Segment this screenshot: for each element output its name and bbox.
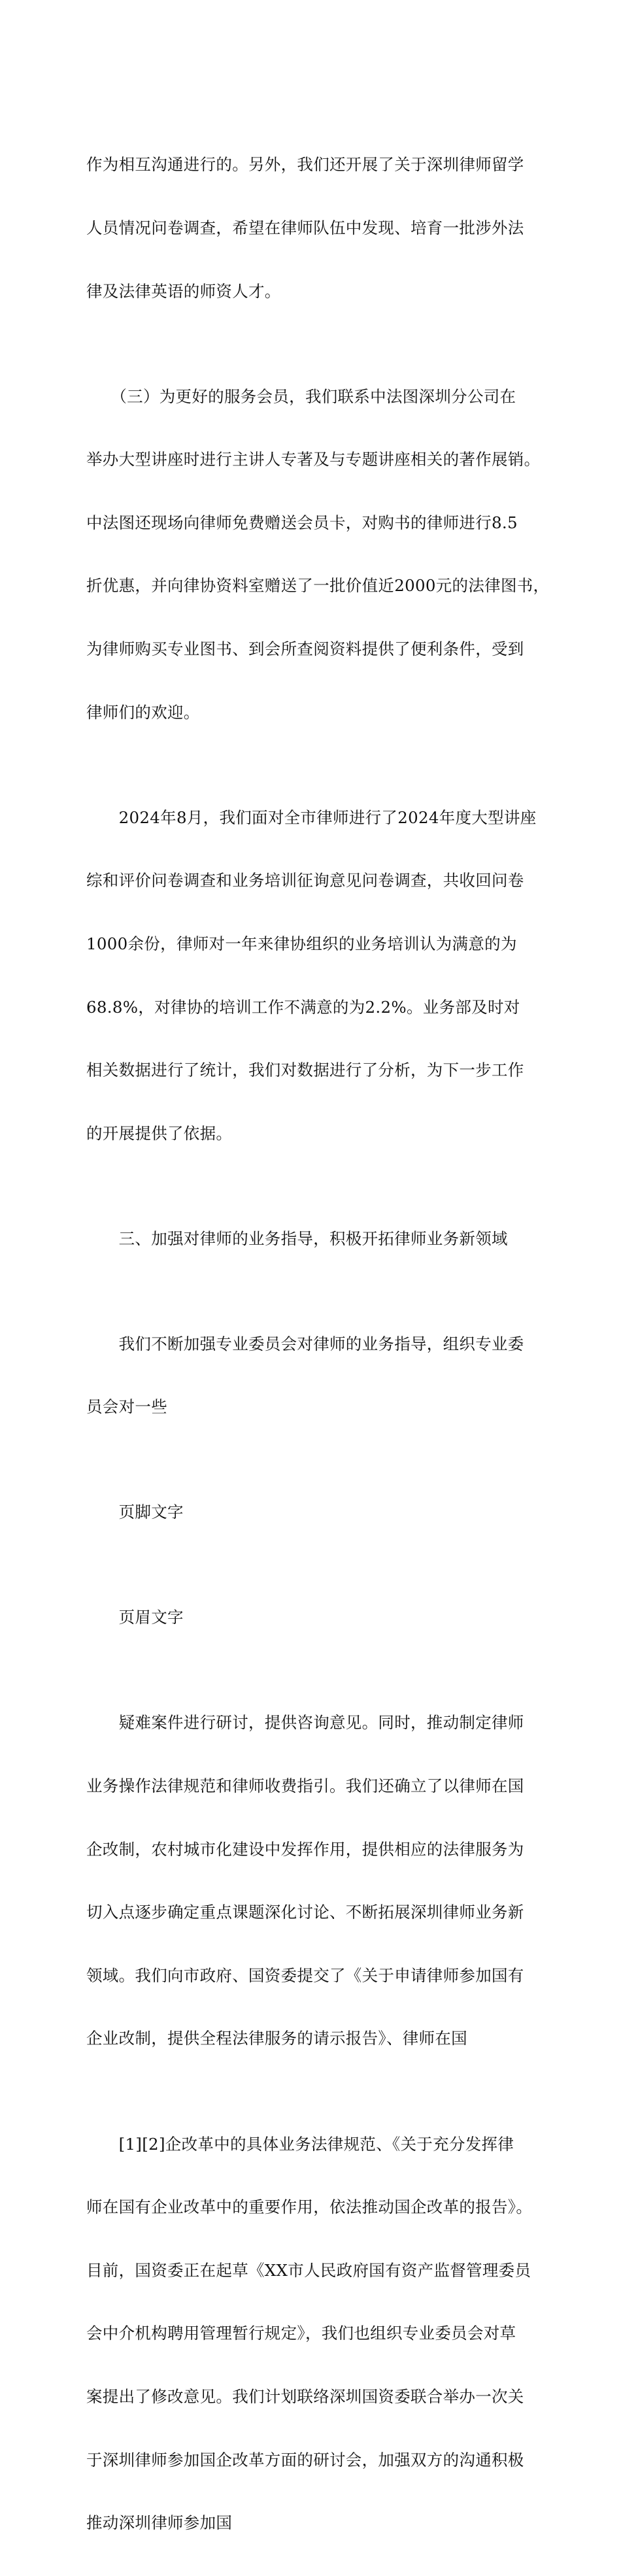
text-line: 案提出了修改意见。我们计划联络深圳国资委联合举办一次关 bbox=[86, 2386, 524, 2406]
text-line: 会中介机构聘用管理暂行规定》，我们也组织专业委员会对草 bbox=[86, 2324, 516, 2343]
text-line: 综和评价问卷调查和业务培训征询意见问卷调查，共收回问卷 bbox=[86, 871, 524, 890]
text-line: 68.8%，对律协的培训工作不满意的为2.2%。业务部及时对 bbox=[86, 997, 520, 1017]
text-line: 切入点逐步确定重点课题深化讨论、不断拓展深圳律师业务新 bbox=[86, 1903, 524, 1922]
text-line: 的开展提供了依据。 bbox=[86, 1123, 233, 1143]
paragraph-guidance bbox=[86, 1291, 557, 1460]
paragraph-soe-reform bbox=[86, 2092, 557, 2576]
text-line: 疑难案件进行研讨，提供咨询意见。同时，推动制定律师 bbox=[86, 1713, 524, 1733]
text-line: 企业改制，提供全程法律服务的请示报告》、律师在国 bbox=[86, 2029, 467, 2048]
text-line: 师在国有企业改革中的重要作用，依法推动国企改革的报告》。 bbox=[86, 2197, 533, 2217]
text-line: 目前，国资委正在起草《XX市人民政府国有资产监督管理委员 bbox=[86, 2260, 531, 2280]
text-line: 页脚文字 bbox=[86, 1502, 184, 1522]
text-line: 2024年8月，我们面对全市律师进行了2024年度大型讲座 bbox=[86, 807, 537, 827]
header-text bbox=[86, 1565, 557, 1670]
text-line: 业务操作法律规范和律师收费指引。我们还确立了以律师在国 bbox=[86, 1776, 524, 1796]
text-line: 折优惠，并向律协资料室赠送了一批价值近2000元的法律图书， bbox=[86, 576, 550, 596]
text-line: 律及法律英语的师资人才。 bbox=[86, 281, 281, 301]
text-line: 举办大型讲座时进行主讲人专著及与专题讲座相关的著作展销。 bbox=[86, 450, 541, 469]
text-line: 作为相互沟通进行的。另外，我们还开展了关于深圳律师留学 bbox=[86, 155, 524, 175]
text-line: 领域。我们向市政府、国资委提交了《关于申请律师参加国有 bbox=[86, 1965, 524, 1985]
section-heading bbox=[86, 1186, 557, 1291]
text-line: 页眉文字 bbox=[86, 1608, 184, 1627]
document-body bbox=[86, 112, 557, 2576]
text-line: 中法图还现场向律师免费赠送会员卡，对购书的律师进行8.5 bbox=[86, 513, 518, 532]
footer-text bbox=[86, 1460, 557, 1565]
text-line: 律师们的欢迎。 bbox=[86, 702, 200, 722]
paragraph-survey-note bbox=[86, 112, 557, 344]
text-line: 为律师购买专业图书、到会所查阅资料提供了便利条件，受到 bbox=[86, 639, 524, 659]
paragraph-questionnaire bbox=[86, 765, 557, 1186]
text-line: （三）为更好的服务会员，我们联系中法图深圳分公司在 bbox=[86, 386, 516, 406]
text-line: 1000余份，律师对一年来律协组织的业务培训认为满意的为 bbox=[86, 934, 517, 953]
text-line: [1][2]企改革中的具体业务法律规范、《关于充分发挥律 bbox=[86, 2134, 514, 2154]
heading-line: 三、加强对律师的业务指导，积极开拓律师业务新领域 bbox=[86, 1229, 508, 1248]
paragraph-book-sales bbox=[86, 344, 557, 765]
text-line: 相关数据进行了统计，我们对数据进行了分析，为下一步工作 bbox=[86, 1060, 524, 1080]
paragraph-case-research bbox=[86, 1670, 557, 2092]
text-line: 我们不断加强专业委员会对律师的业务指导，组织专业委 bbox=[86, 1334, 524, 1353]
text-line: 人员情况问卷调查，希望在律师队伍中发现、培育一批涉外法 bbox=[86, 218, 524, 238]
text-line: 推动深圳律师参加国 bbox=[86, 2513, 233, 2533]
text-line: 员会对一些 bbox=[86, 1397, 167, 1417]
text-line: 企改制，农村城市化建设中发挥作用，提供相应的法律服务为 bbox=[86, 1839, 524, 1859]
text-line: 于深圳律师参加国企改革方面的研讨会，加强双方的沟通积极 bbox=[86, 2450, 524, 2469]
